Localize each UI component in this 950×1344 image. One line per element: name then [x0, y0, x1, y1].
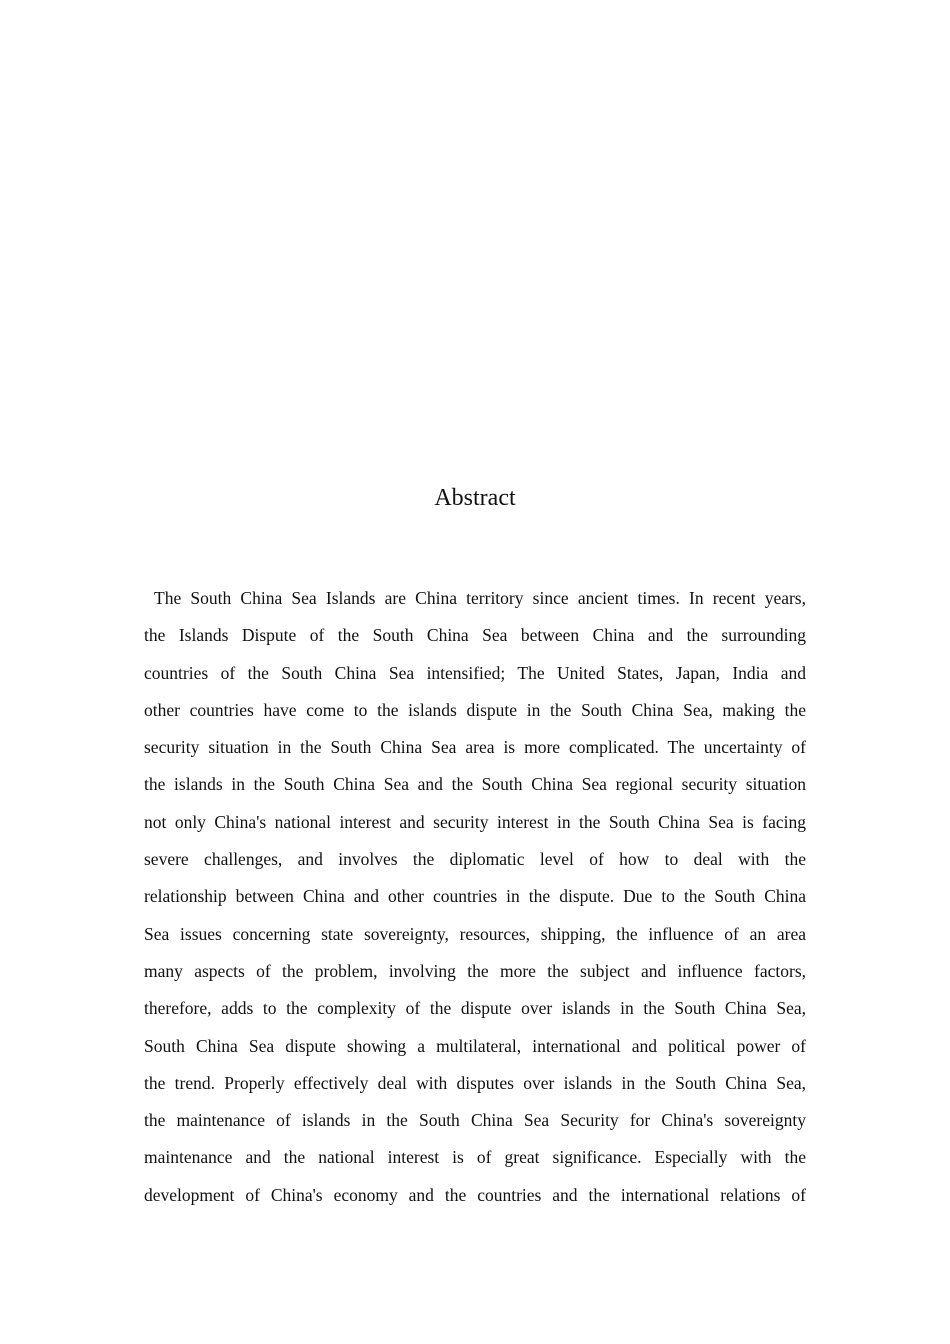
- text-line: therefore, adds to the complexity of the dispute over islands in the South China Sea,: [144, 998, 806, 1019]
- text-line: relationship between China and other countries in the dispute. Due to the South China: [144, 886, 806, 907]
- text-line: countries of the South China Sea intensified; The United States, Japan, India and: [144, 662, 806, 683]
- text-line: Sea issues concerning state sovereignty, resources, shipping, the influence of an area: [144, 923, 806, 944]
- text-line: The South China Sea Islands are China territory since ancient times. In recent years,: [154, 588, 806, 608]
- text-line: the islands in the South China Sea and the South China Sea regional security situation: [144, 774, 806, 795]
- text-line: not only China's national interest and security interest in the South China Sea is facing: [144, 811, 806, 832]
- abstract-heading: Abstract: [434, 485, 516, 511]
- text-line: security situation in the South China Sea area is more complicated. The uncertainty of: [144, 737, 806, 758]
- text-line: other countries have come to the islands dispute in the South China Sea, making the: [144, 699, 806, 720]
- text-line: South China Sea dispute showing a multilateral, international and political power of: [144, 1035, 806, 1056]
- text-line: the maintenance of islands in the South China Sea Security for China's sovereignty: [144, 1110, 806, 1131]
- text-line: the Islands Dispute of the South China Sea between China and the surrounding: [144, 625, 806, 646]
- text-line: many aspects of the problem, involving the more the subject and influence factors,: [144, 960, 806, 981]
- text-line: the trend. Properly effectively deal with disputes over islands in the South China Sea,: [144, 1072, 806, 1093]
- text-line: maintenance and the national interest is of great significance. Especially with the: [144, 1147, 806, 1168]
- abstract-body: [144, 580, 806, 1214]
- text-line: severe challenges, and involves the diplomatic level of how to deal with the: [144, 849, 806, 870]
- text-line: development of China's economy and the countries and the international relations of: [144, 1184, 806, 1205]
